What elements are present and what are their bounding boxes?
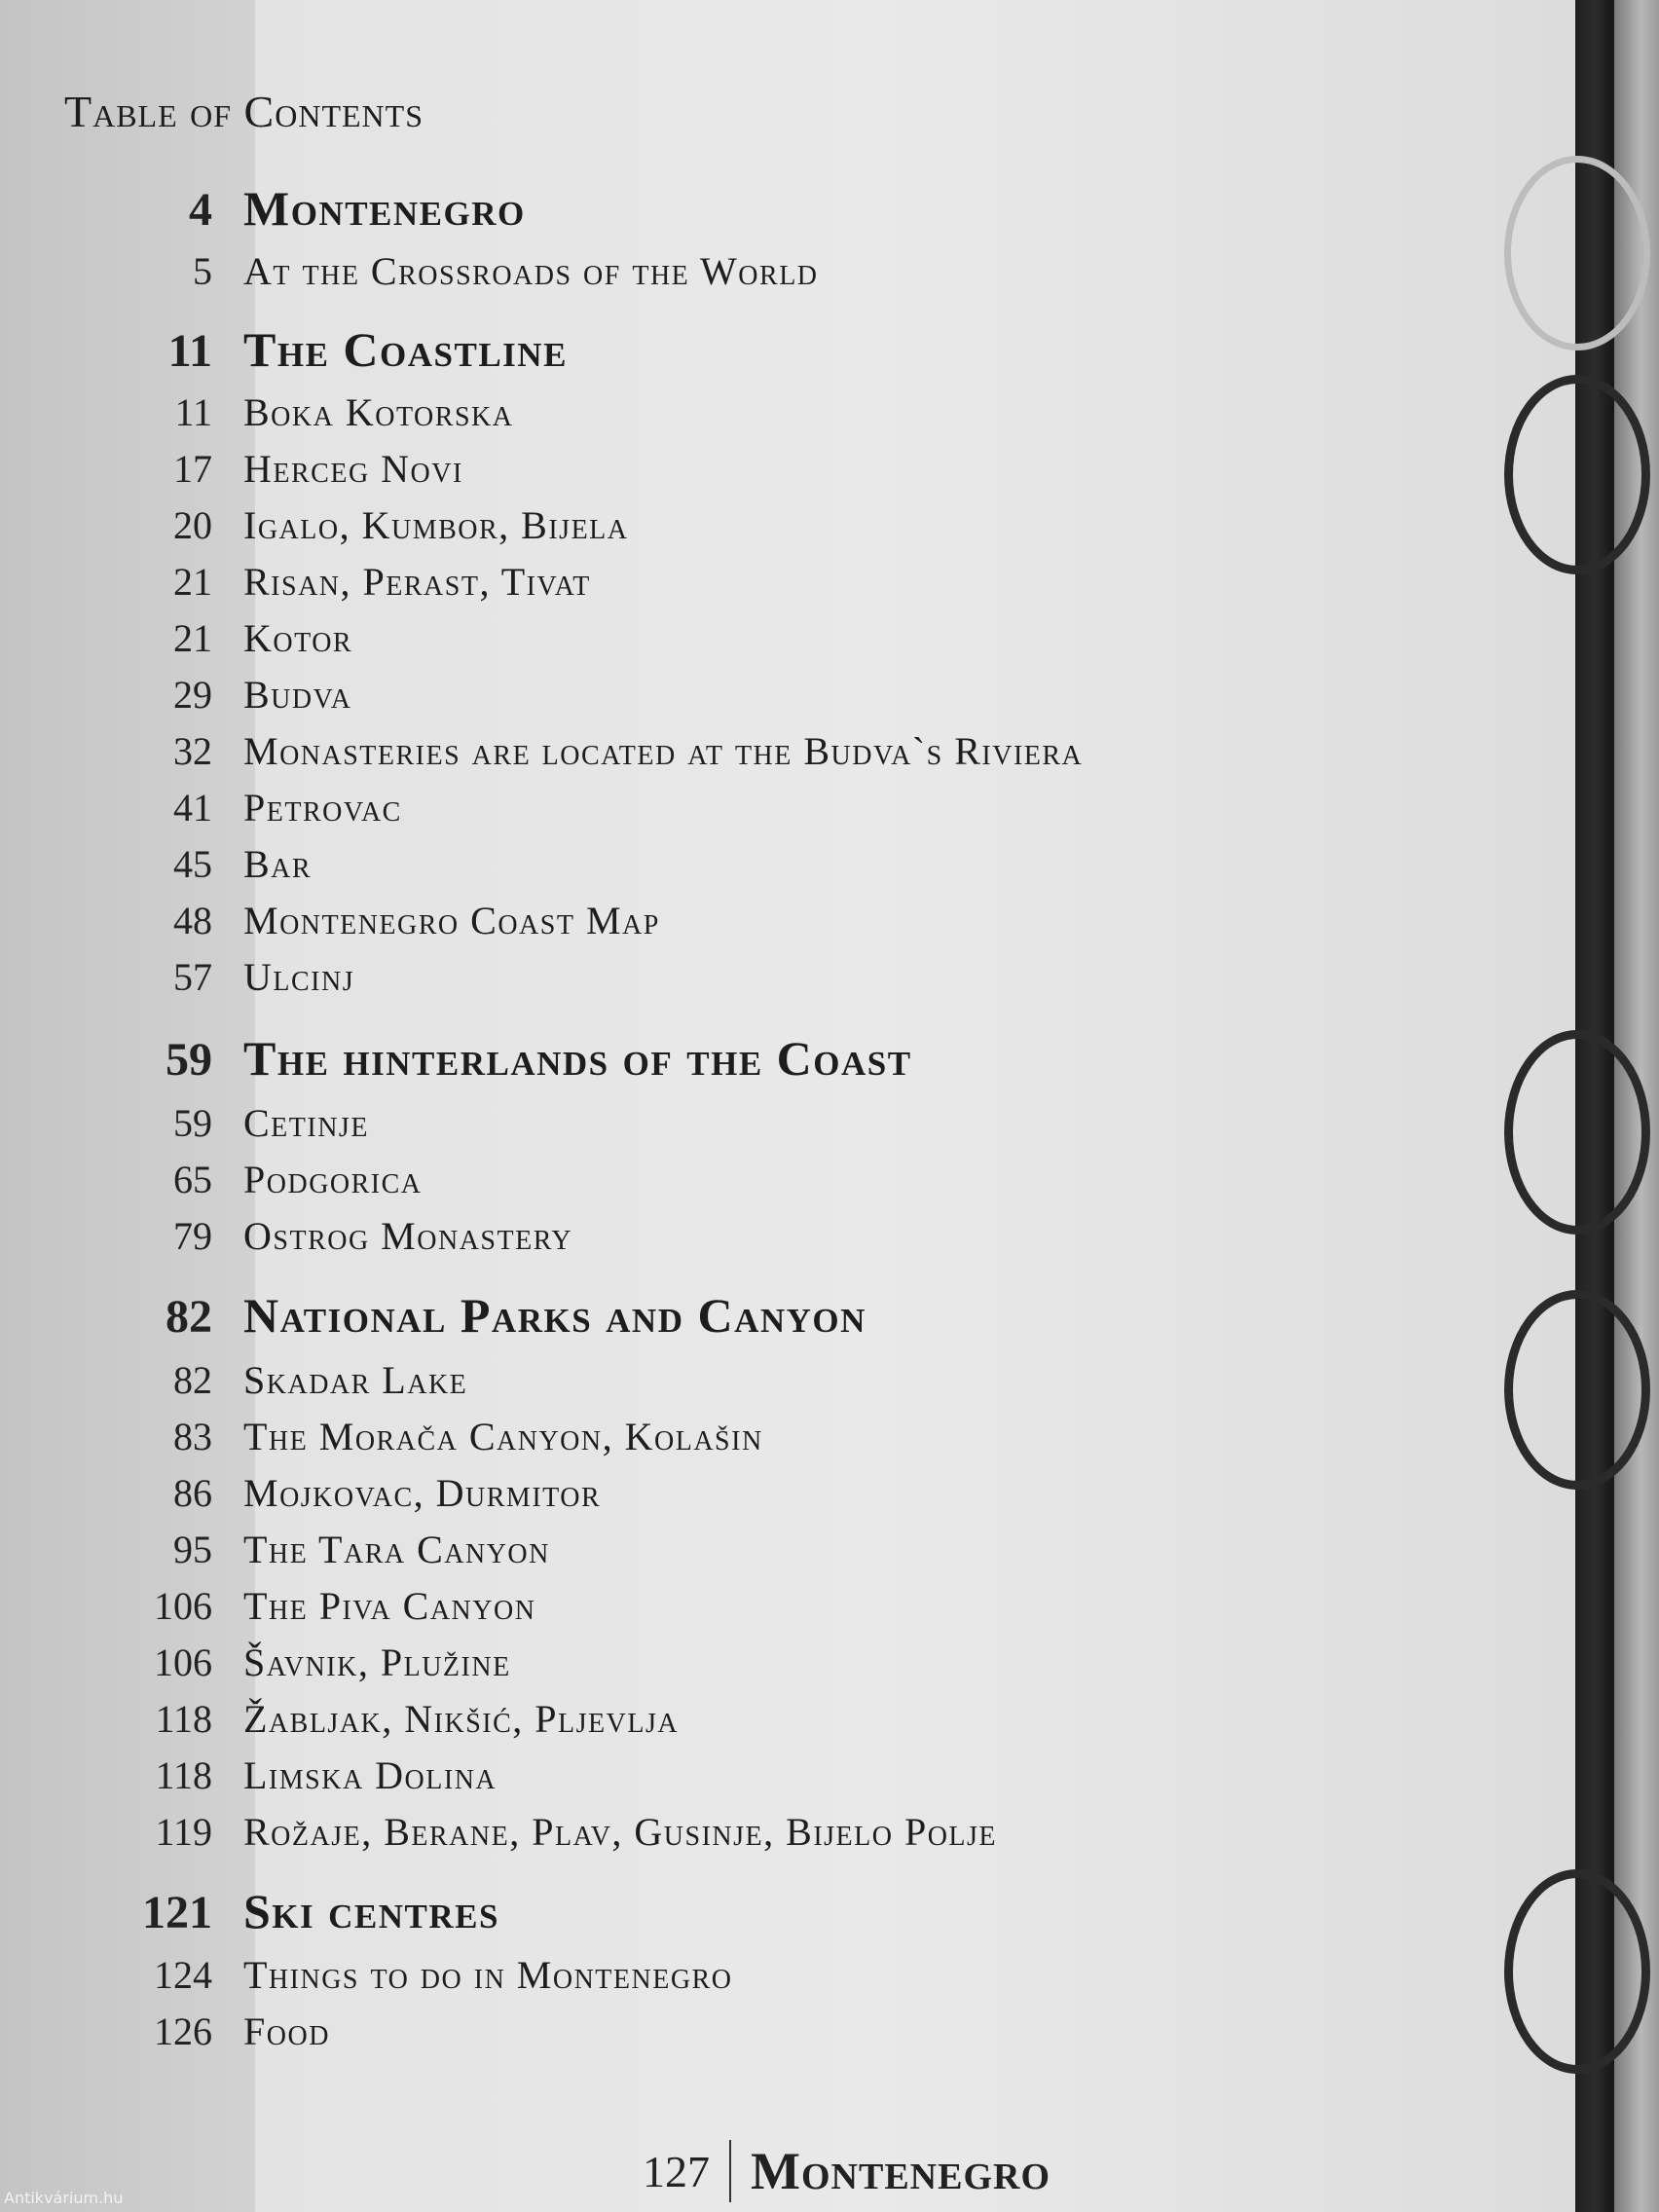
- toc-page-number: 106: [154, 1641, 212, 1684]
- toc-page-number: 29: [173, 673, 212, 717]
- toc-entry: [0, 615, 1460, 670]
- toc-entry-title: The Coastline: [243, 322, 568, 377]
- toc-entry-title: The Morača Canyon, Kolašin: [243, 1415, 763, 1458]
- toc-page-number: 124: [154, 1953, 212, 1997]
- toc-heading: Table of Contents: [64, 87, 424, 136]
- toc-page-number: 82: [173, 1358, 212, 1402]
- toc-page-number: 59: [166, 1034, 212, 1086]
- toc-entry-title: Bar: [243, 842, 313, 886]
- toc-entry-title: Igalo, Kumbor, Bijela: [243, 503, 629, 547]
- toc-entry-title: Montenegro: [243, 181, 526, 236]
- toc-entry: [0, 1809, 1460, 1863]
- toc-entry-title: Things to do in Montenegro: [243, 1953, 733, 1997]
- toc-page-number: 5: [193, 249, 212, 293]
- toc-entry: [0, 898, 1460, 952]
- toc-entry: [0, 1527, 1460, 1581]
- toc-page-number: 57: [173, 955, 212, 999]
- toc-entry-title: Petrovac: [243, 786, 402, 830]
- toc-entry-title: Ski centres: [243, 1884, 499, 1938]
- toc-entry-title: Žabljak, Nikšić, Pljevlja: [243, 1697, 680, 1741]
- toc-section: [0, 1030, 1460, 1085]
- toc-page-number: 95: [173, 1528, 212, 1571]
- toc-entry: [0, 559, 1460, 613]
- toc-entry-title: At the Crossroads of the World: [243, 249, 819, 293]
- toc-page-number: 121: [142, 1887, 212, 1938]
- toc-entry: [0, 446, 1460, 500]
- toc-page-number: 41: [173, 786, 212, 830]
- toc-page-number: 119: [155, 1810, 212, 1854]
- toc-page-number: 21: [173, 616, 212, 660]
- binder-ring: [1504, 156, 1650, 350]
- binder-ring: [1504, 1030, 1650, 1235]
- toc-entry-title: Mojkovac, Durmitor: [243, 1471, 602, 1515]
- toc-page-number: 11: [167, 325, 212, 377]
- toc-page-number: 21: [173, 560, 212, 604]
- toc-entry: [0, 1157, 1460, 1211]
- toc-page-number: 106: [154, 1584, 212, 1628]
- toc-entry-title: Cetinje: [243, 1101, 369, 1145]
- toc-entry-title: Montenegro Coast Map: [243, 899, 660, 942]
- toc-page-number: 17: [173, 447, 212, 491]
- footer-page-number: 127: [643, 2146, 710, 2196]
- toc-page-number: 45: [173, 842, 212, 886]
- toc-entry-title: Rožaje, Berane, Plav, Gusinje, Bijelo Polje: [243, 1810, 998, 1854]
- binder-ring: [1504, 1869, 1650, 2074]
- watermark: Antikvárium.hu: [4, 2189, 124, 2207]
- toc-entry: [0, 1952, 1460, 2007]
- toc-entry: [0, 1696, 1460, 1751]
- toc-page-number: 83: [173, 1415, 212, 1458]
- toc-entry-title: Ostrog Monastery: [243, 1214, 573, 1258]
- toc-page-number: 79: [173, 1214, 212, 1258]
- toc-page-number: 86: [173, 1471, 212, 1515]
- toc-entry: [0, 1752, 1460, 1807]
- toc-page-number: 11: [174, 390, 212, 434]
- toc-entry-title: Budva: [243, 673, 352, 717]
- toc-entry: [0, 1213, 1460, 1268]
- page-footer: [643, 2142, 1051, 2200]
- toc-entry: [0, 1640, 1460, 1694]
- toc-entry: [0, 1414, 1460, 1468]
- toc-entry: [0, 1583, 1460, 1638]
- toc-entry-title: Risan, Perast, Tivat: [243, 560, 591, 604]
- toc-entry: [0, 389, 1460, 444]
- toc-entry-title: Šavnik, Plužine: [243, 1641, 511, 1684]
- toc-entry: [0, 502, 1460, 557]
- toc-page-number: 82: [166, 1291, 212, 1343]
- toc-entry: [0, 1470, 1460, 1525]
- binder-ring: [1504, 375, 1650, 574]
- toc-entry: [0, 785, 1460, 839]
- toc-section: [0, 180, 1460, 235]
- binder-ring: [1504, 1290, 1650, 1490]
- toc-section: [0, 321, 1460, 376]
- toc-entry-title: Monasteries are located at the Budva`s Riviera: [243, 729, 1084, 773]
- toc-page-number: 32: [173, 729, 212, 773]
- toc-entry-title: Limska Dolina: [243, 1753, 498, 1797]
- toc-section: [0, 1287, 1460, 1342]
- toc-page-number: 65: [173, 1158, 212, 1201]
- toc-page-number: 20: [173, 503, 212, 547]
- toc-entry-title: Skadar Lake: [243, 1358, 468, 1402]
- toc-entry-title: National Parks and Canyon: [243, 1288, 866, 1343]
- toc-entry-title: Ulcinj: [243, 955, 355, 999]
- toc-entry-title: The hinterlands of the Coast: [243, 1031, 912, 1086]
- toc-entry: [0, 1357, 1460, 1412]
- toc-entry-title: The Tara Canyon: [243, 1528, 550, 1571]
- toc-page-number: 4: [189, 184, 212, 236]
- toc-page-number: 59: [173, 1101, 212, 1145]
- toc-entry-title: Podgorica: [243, 1158, 423, 1201]
- toc-entry-title: Food: [243, 2009, 330, 2053]
- toc-page-number: 118: [155, 1697, 212, 1741]
- toc-page-number: 48: [173, 899, 212, 942]
- toc-section: [0, 1883, 1460, 1937]
- footer-book-title: Montenegro: [751, 2142, 1051, 2200]
- toc-entry-title: Kotor: [243, 616, 353, 660]
- toc-entry: [0, 1100, 1460, 1155]
- toc-entry: [0, 728, 1460, 783]
- toc-page-number: 126: [154, 2009, 212, 2053]
- toc-entry: [0, 2009, 1460, 2063]
- toc-entry-title: Boka Kotorska: [243, 390, 514, 434]
- toc-entry-title: The Piva Canyon: [243, 1584, 536, 1628]
- toc-entry: [0, 672, 1460, 726]
- toc-entry: [0, 954, 1460, 1009]
- toc-entry: [0, 841, 1460, 896]
- toc-entry: [0, 248, 1460, 303]
- toc-entry-title: Herceg Novi: [243, 447, 463, 491]
- toc-page-number: 118: [155, 1753, 212, 1797]
